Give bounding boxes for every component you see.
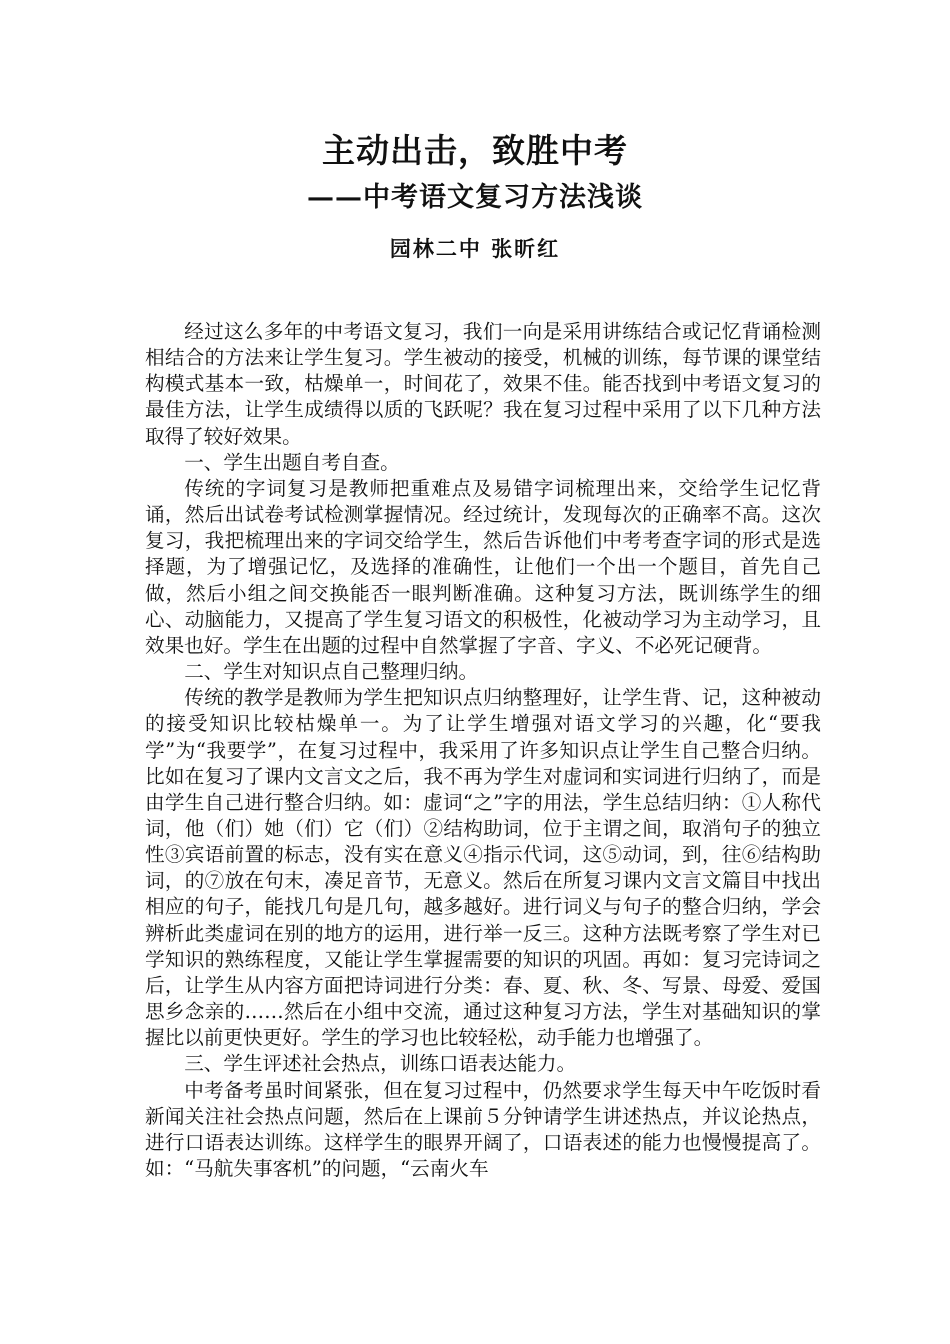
paragraph-section-3: 中考备考虽时间紧张，但在复习过程中，仍然要求学生每天中午吃饭时看新闻关注社会热点问题，然后在上课前５分钟请学生讲述热点，并议论热点，进行口语表达训练。这样学生的眼界开阔了，口语表述的能力也慢慢提高了。如：“马航失事客机”的问题，“云南火车 — [145, 1078, 821, 1180]
author-line: 园林二中 张昕红 — [389, 237, 561, 261]
section-heading-3: 三、学生评述社会热点，训练口语表达能力。 — [184, 1052, 577, 1076]
body-text — [145, 319, 821, 1182]
paragraph-section-1: 传统的字词复习是教师把重难点及易错字词梳理出来，交给学生记忆背诵，然后出试卷考试检测掌握情况。经过统计，发现每次的正确率不高。这次复习，我把梳理出来的字词交给学生，然后告诉他们中考考查字词的形式是选择题，为了增强记忆，及选择的准确性，让他们一个出一个题目，首先自己做，然后小组之间交换能否一眼判断准确。这种复习方法，既训练学生的细心、动脑能力，又提高了学生复习语文的积极性，化被动学习为主动学习，且效果也好。学生在出题的过程中自然掌握了字音、字义、不必死记硬背。 — [145, 476, 821, 657]
document-title: 主动出击，致胜中考 — [322, 131, 628, 170]
paragraph-intro: 经过这么多年的中考语文复习，我们一向是采用讲练结合或记忆背诵检测相结合的方法来让学生复习。学生被动的接受，机械的训练，每节课的课堂结构模式基本一致，枯燥单一，时间花了，效果不佳。能否找到中考语文复习的最佳方法，让学生成绩得以质的飞跃呢？我在复习过程中采用了以下几种方法取得了较好效果。 — [145, 320, 821, 448]
document-subtitle: ——中考语文复习方法浅谈 — [307, 182, 643, 213]
section-heading-2: 二、学生对知识点自己整理归纳。 — [184, 660, 479, 684]
section-heading-1: 一、学生出题自考自查。 — [184, 450, 400, 474]
paragraph-section-2: 传统的教学是教师为学生把知识点归纳整理好，让学生背、记，这种被动的接受知识比较枯燥单一。为了让学生增强对语文学习的兴趣，化“要我学”为“我要学”，在复习过程中，我采用了许多知识点让学生自己整合归纳。比如在复习了课内文言文之后，我不再为学生对虚词和实词进行归纳了，而是由学生自己进行整合归纳。如：虚词“之”字的用法，学生总结归纳：①人称代词，他（们）她（们）它（们）②结构助词，位于主谓之间，取消句子的独立性③宾语前置的标志，没有实在意义④指示代词，这⑤动词，到，往⑥结构助词，的⑦放在句末，凑足音节，无意义。然后在所复习课内文言文篇目中找出相应的句子，能找几句是几句，越多越好。进行词义与句子的整合归纳，学会辨析此类虚词在别的地方的运用，进行举一反三。这种方法既考察了学生对已学知识的熟练程度，又能让学生掌握需要的知识的巩固。再如：复习完诗词之后，让学生从内容方面把诗词进行分类：春、夏、秋、冬、写景、母爱、爱国思乡念亲的……然后在小组中交流，通过这种复习方法，学生对基础知识的掌握比以前更快更好。学生的学习也比较轻松，动手能力也增强了。 — [145, 686, 821, 1050]
